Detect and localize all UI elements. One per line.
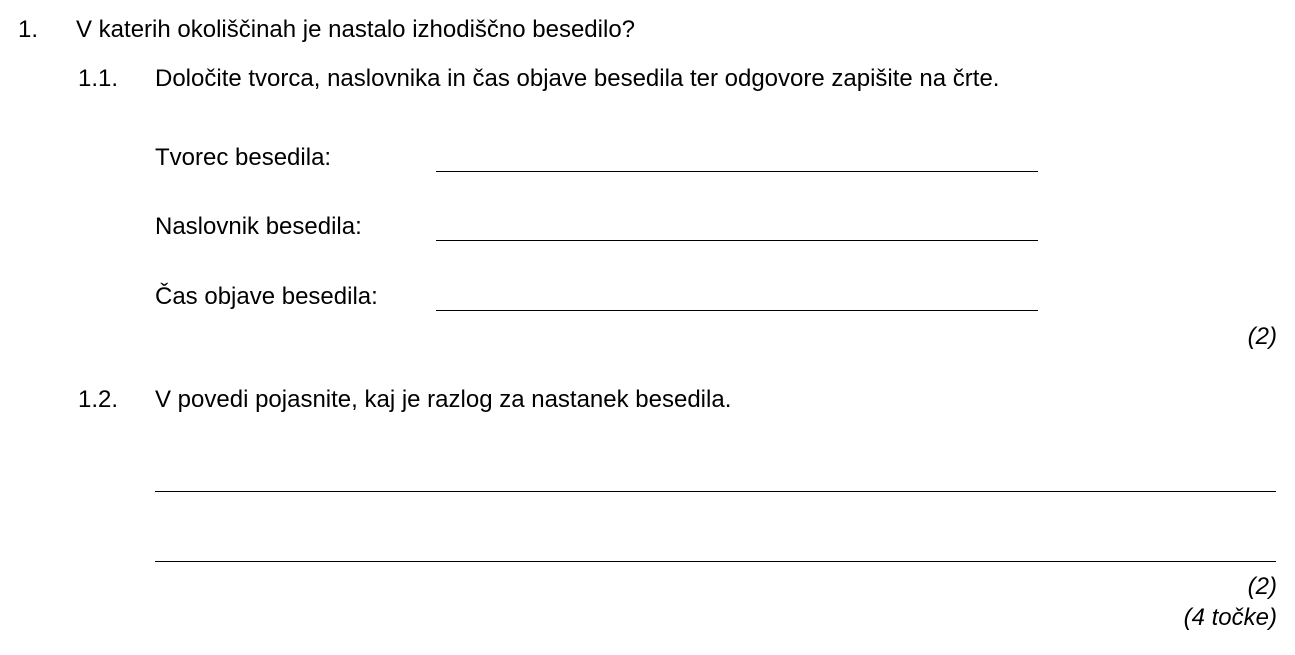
publication-time-label: Čas objave besedila: (155, 283, 378, 310)
addressee-label: Naslovnik besedila: (155, 213, 362, 240)
total-points: (4 točke) (1183, 604, 1277, 631)
publication-time-answer-line[interactable] (436, 310, 1038, 311)
creator-answer-line[interactable] (436, 171, 1038, 172)
subquestion-2-points: (2) (1247, 573, 1277, 600)
addressee-answer-line[interactable] (436, 240, 1038, 241)
subquestion-1-points: (2) (1247, 323, 1277, 350)
reason-answer-line-2[interactable] (155, 561, 1276, 562)
creator-label: Tvorec besedila: (155, 144, 332, 171)
subquestion-2-number: 1.2. (78, 386, 119, 413)
question-text: V katerih okoliščinah je nastalo izhodiščno besedilo? (76, 16, 636, 43)
question-number: 1. (18, 16, 39, 43)
reason-answer-line-1[interactable] (155, 491, 1276, 492)
subquestion-1-text: Določite tvorca, naslovnika in čas objave besedila ter odgovore zapišite na črte. (155, 65, 1000, 92)
subquestion-2-text: V povedi pojasnite, kaj je razlog za nastanek besedila. (155, 386, 732, 413)
subquestion-1-number: 1.1. (78, 65, 119, 92)
